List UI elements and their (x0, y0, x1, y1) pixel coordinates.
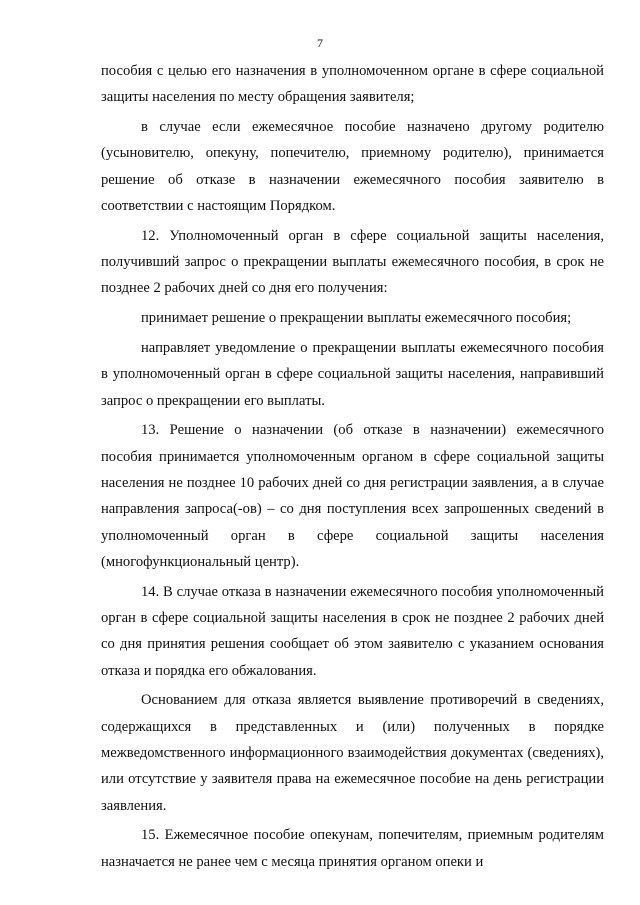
paragraph: 12. Уполномоченный орган в сфере социальной защиты населения, получивший запрос о прекращении выплаты ежемесячного пособия, в срок не позднее 2 рабочих дней со дня его получения: (101, 227, 604, 297)
paragraph: направляет уведомление о прекращении выплаты ежемесячного пособия в уполномоченный орган в сфере социальной защиты населения, направивший запрос о прекращении его выплаты. (101, 339, 604, 409)
paragraph: 15. Ежемесячное пособие опекунам, попечителям, приемным родителям назначается не ранее чем с месяца принятия органом опеки и (101, 827, 604, 870)
paragraph: в случае если ежемесячное пособие назначено другому родителю (усыновителю, опекуну, попечителю, приемному родителю), принимается решение об отказе в назначении ежемесячного пособия заявителю в соответствии с настоящим Порядком. (101, 119, 604, 214)
page-number: 7 (317, 36, 323, 50)
paragraph: принимает решение о прекращении выплаты ежемесячного пособия; (141, 310, 572, 327)
document-body (101, 58, 604, 875)
paragraph: пособия с целью его назначения в уполномоченном органе в сфере социальной защиты населения по месту обращения заявителя; (101, 63, 604, 106)
paragraph: Основанием для отказа является выявление противоречий в сведениях, содержащихся в представленных и (или) полученных в порядке межведомственного информационного взаимодействия документах (сведениях), или отсутствие у заявителя права на ежемесячное пособие на день регистрации заявления. (101, 692, 604, 814)
paragraph: 14. В случае отказа в назначении ежемесячного пособия уполномоченный орган в сфере социальной защиты населения в срок не позднее 2 рабочих дней со дня принятия решения сообщает об этом заявителю с указанием основания отказа и порядка его обжалования. (101, 583, 604, 679)
paragraph: 13. Решение о назначении (об отказе в назначении) ежемесячного пособия принимается уполномоченным органом в сфере социальной защиты населения не позднее 10 рабочих дней со дня регистрации заявления, а в случае направления запроса(-ов) – со дня поступления всех запрошенных сведений в уполномоченный орган в сфере социальной защиты населения (многофункциональный центр). (101, 422, 604, 570)
